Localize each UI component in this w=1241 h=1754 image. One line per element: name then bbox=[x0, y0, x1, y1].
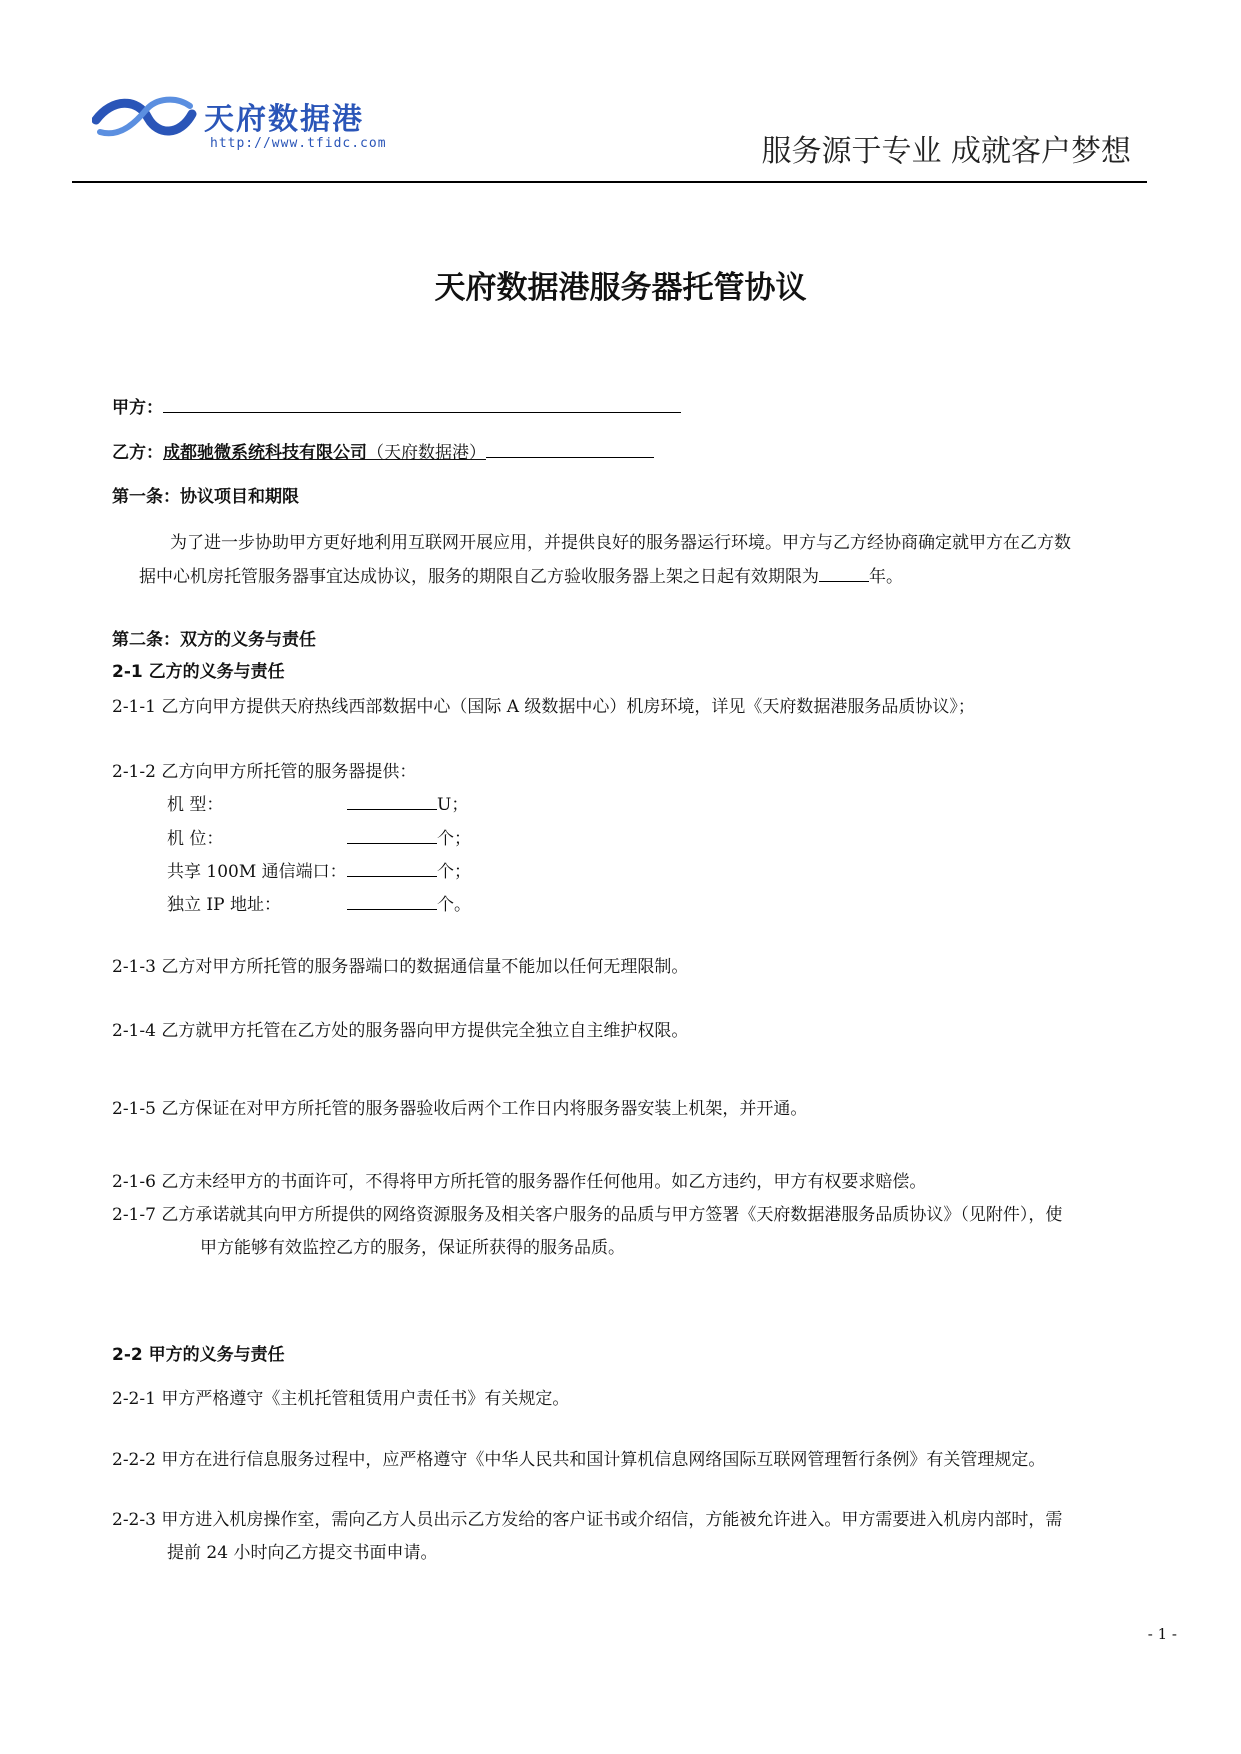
party-b-alias: （天府数据港） bbox=[367, 443, 486, 463]
item-blank bbox=[347, 909, 437, 910]
clause-2-2-1: 2-2-1 甲方严格遵守《主机托管租赁用户责任书》有关规定。 bbox=[112, 1389, 570, 1409]
item-label: 机 型： bbox=[167, 795, 224, 815]
logo-name: 天府数据港 bbox=[204, 102, 364, 137]
clause-2-1-2: 2-1-2 乙方向甲方所托管的服务器提供： bbox=[112, 762, 417, 782]
article1-heading: 第一条：协议项目和期限 bbox=[112, 487, 299, 507]
clause-2-2-2: 2-2-2 甲方在进行信息服务过程中，应严格遵守《中华人民共和国计算机信息网络国际互联网管理暂行条例》有关管理规定。 bbox=[112, 1450, 1046, 1470]
article1-text: 据中心机房托管服务器事宜达成协议，服务的期限自乙方验收服务器上架之日起有效期限为 bbox=[139, 567, 819, 587]
party-a-label: 甲方： bbox=[112, 398, 163, 418]
item-value bbox=[347, 862, 471, 882]
party-b-company: 成都驰微系统科技有限公司 bbox=[163, 443, 367, 463]
header-divider bbox=[72, 181, 1147, 183]
clause-2-1-5: 2-1-5 乙方保证在对甲方所托管的服务器验收后两个工作日内将服务器安装上机架，并开通。 bbox=[112, 1099, 808, 1119]
item-unit: 个。 bbox=[437, 895, 471, 915]
clause-2-1-1: 2-1-1 乙方向甲方提供天府热线西部数据中心（国际 A 级数据中心）机房环境，详见《天府数据港服务品质协议》； bbox=[112, 697, 975, 717]
item-label: 独立 IP 地址： bbox=[167, 895, 281, 915]
item-unit: U； bbox=[437, 795, 469, 815]
party-a-blank bbox=[163, 412, 681, 413]
logo bbox=[92, 88, 422, 158]
section-2-1-heading: 2-1 乙方的义务与责任 bbox=[112, 662, 285, 682]
slogan: 服务源于专业 成就客户梦想 bbox=[761, 134, 1131, 169]
item-value bbox=[347, 795, 468, 815]
item-value bbox=[347, 895, 471, 915]
item-unit: 个； bbox=[437, 862, 471, 882]
item-blank bbox=[347, 876, 437, 877]
clause-2-1-4: 2-1-4 乙方就甲方托管在乙方处的服务器向甲方提供完全独立自主维护权限。 bbox=[112, 1021, 689, 1041]
clause-2-1-7-line1: 2-1-7 乙方承诺就其向甲方所提供的网络资源服务及相关客户服务的品质与甲方签署《天府数据港服务品质协议》（见附件），使 bbox=[112, 1205, 1063, 1225]
page-number: - 1 - bbox=[1147, 1625, 1177, 1643]
item-label: 共享 100M 通信端口： bbox=[167, 862, 347, 882]
section-2-2-heading: 2-2 甲方的义务与责任 bbox=[112, 1345, 285, 1365]
party-b-label: 乙方： bbox=[112, 443, 163, 463]
term-years-blank bbox=[819, 581, 869, 582]
clause-2-1-7-line2: 甲方能够有效监控乙方的服务，保证所获得的服务品质。 bbox=[200, 1238, 625, 1258]
item-value bbox=[347, 829, 471, 849]
logo-swoosh-icon bbox=[92, 92, 197, 142]
article1-paragraph-line1: 为了进一步协助甲方更好地利用互联网开展应用，并提供良好的服务器运行环境。甲方与乙方经协商确定就甲方在乙方数 bbox=[170, 533, 1071, 553]
clause-2-1-3: 2-1-3 乙方对甲方所托管的服务器端口的数据通信量不能加以任何无理限制。 bbox=[112, 957, 689, 977]
document-title: 天府数据港服务器托管协议 bbox=[434, 270, 807, 306]
clause-2-2-3-line2: 提前 24 小时向乙方提交书面申请。 bbox=[167, 1543, 438, 1563]
item-unit: 个； bbox=[437, 829, 471, 849]
party-b-blank bbox=[486, 457, 654, 458]
party-a-line bbox=[112, 398, 681, 418]
clause-2-1-6: 2-1-6 乙方未经甲方的书面许可，不得将甲方所托管的服务器作任何他用。如乙方违约，甲方有权要求赔偿。 bbox=[112, 1172, 927, 1192]
clause-2-2-3-line1: 2-2-3 甲方进入机房操作室，需向乙方人员出示乙方发给的客户证书或介绍信，方能被允许进入。甲方需要进入机房内部时，需 bbox=[112, 1510, 1063, 1530]
item-blank bbox=[347, 843, 437, 844]
article1-year-suffix: 年。 bbox=[869, 567, 903, 587]
article1-paragraph-line2 bbox=[139, 567, 903, 587]
party-b-line bbox=[112, 443, 654, 463]
item-blank bbox=[347, 809, 437, 810]
item-label: 机 位： bbox=[167, 829, 224, 849]
logo-url: http://www.tfidc.com bbox=[210, 136, 387, 151]
article2-heading: 第二条：双方的义务与责任 bbox=[112, 630, 316, 650]
